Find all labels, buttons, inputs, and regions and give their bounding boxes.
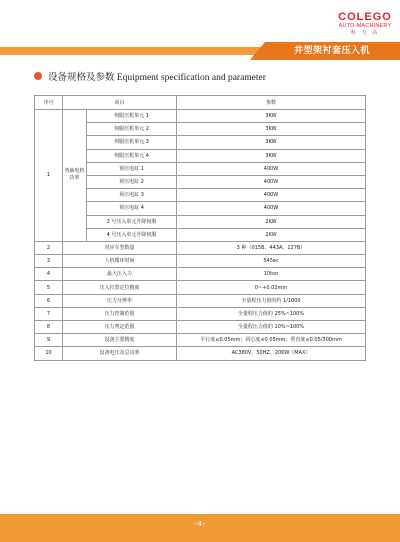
value-cell: 3 种（015B、443A、127B） [177, 241, 366, 254]
table-row [35, 294, 366, 307]
value-cell: 0~+0.02mm [177, 281, 366, 294]
row-number: 6 [35, 294, 63, 307]
header-item: 项目 [63, 96, 177, 110]
header-value: 参数 [177, 96, 366, 110]
item-cell: 设备电压及总功率 [63, 347, 177, 360]
item-cell: 人机循环时间 [63, 255, 177, 268]
table-row [35, 334, 366, 347]
table-row [35, 268, 366, 281]
value-cell: 全量程压力值的 25%~100% [177, 307, 366, 320]
section-title: 设备规格及参数 Equipment specification and parameter [48, 73, 266, 83]
value-cell: 400W [177, 162, 366, 175]
table-row [35, 307, 366, 320]
table-row [35, 110, 366, 123]
value-cell: 3KW [177, 136, 366, 149]
value-cell: 10ton [177, 268, 366, 281]
value-cell: 2KW [177, 228, 366, 241]
value-cell: 3KW [177, 110, 366, 123]
item-cell: 压入位置定位精度 [63, 281, 177, 294]
value-cell: 平行度≤0.05mm；同心度≤0.05mm；垂直度≤0.05/300mm [177, 334, 366, 347]
item-cell: 伺服压机单元 4 [87, 149, 177, 162]
logo-chinese-name: 科 力 高 [350, 30, 380, 36]
spec-table [34, 95, 366, 361]
table-row [35, 321, 366, 334]
table-row [35, 281, 366, 294]
row-number: 7 [35, 307, 63, 320]
value-cell: 545ec [177, 255, 366, 268]
page-number: -4- [194, 520, 206, 528]
item-cell: 预压电缸 1 [87, 162, 177, 175]
item-cell: 4 号压入单元升降伺服 [87, 228, 177, 241]
row-number: 10 [35, 347, 63, 360]
logo-brand: COLEGO [338, 11, 392, 23]
value-cell: 2KW [177, 215, 366, 228]
company-logo [335, 12, 395, 36]
item-cell: 预压电缸 4 [87, 202, 177, 215]
logo-subtitle: AUTO-MACHINERY [338, 23, 392, 29]
bullet-icon [34, 72, 42, 80]
row-number: 5 [35, 281, 63, 294]
value-cell: 全量程压力值的约 1/1000 [177, 294, 366, 307]
item-cell: 预压电缸 3 [87, 189, 177, 202]
value-cell: 3KW [177, 123, 366, 136]
value-cell: AC380V、50HZ、20KW（MAX） [177, 347, 366, 360]
value-cell: 400W [177, 175, 366, 188]
item-cell: 预压电缸 2 [87, 175, 177, 188]
item-cell: 压力分辨率 [63, 294, 177, 307]
table-row [35, 255, 366, 268]
row-number: 3 [35, 255, 63, 268]
item-cell: 设备主要精度 [63, 334, 177, 347]
row-number: 9 [35, 334, 63, 347]
section-heading [34, 69, 266, 83]
item-cell: 伺服压机单元 3 [87, 136, 177, 149]
item-cell: 对应车型数量 [63, 241, 177, 254]
item-cell: 最大压入力 [63, 268, 177, 281]
row-number: 4 [35, 268, 63, 281]
value-cell: 3KW [177, 149, 366, 162]
table-header-row [35, 96, 366, 110]
item-cell: 压力控制范围 [63, 307, 177, 320]
footer-bar [0, 514, 400, 542]
value-cell: 全量程压力值的 10%~100% [177, 321, 366, 334]
header-title: 井型架衬套压入机 [293, 46, 370, 56]
value-cell: 400W [177, 189, 366, 202]
table-body [35, 110, 366, 361]
table-row [35, 347, 366, 360]
group-label: 各轴电机功率 [63, 110, 87, 242]
row-number: 8 [35, 321, 63, 334]
header-no: 序号 [35, 96, 63, 110]
item-cell: 2 号压入单元升降伺服 [87, 215, 177, 228]
item-cell: 伺服压机单元 2 [87, 123, 177, 136]
item-cell: 伺服压机单元 1 [87, 110, 177, 123]
table-row [35, 241, 366, 254]
value-cell: 400W [177, 202, 366, 215]
item-cell: 压力判定范围 [63, 321, 177, 334]
row-number: 2 [35, 241, 63, 254]
row-number: 1 [35, 110, 63, 242]
